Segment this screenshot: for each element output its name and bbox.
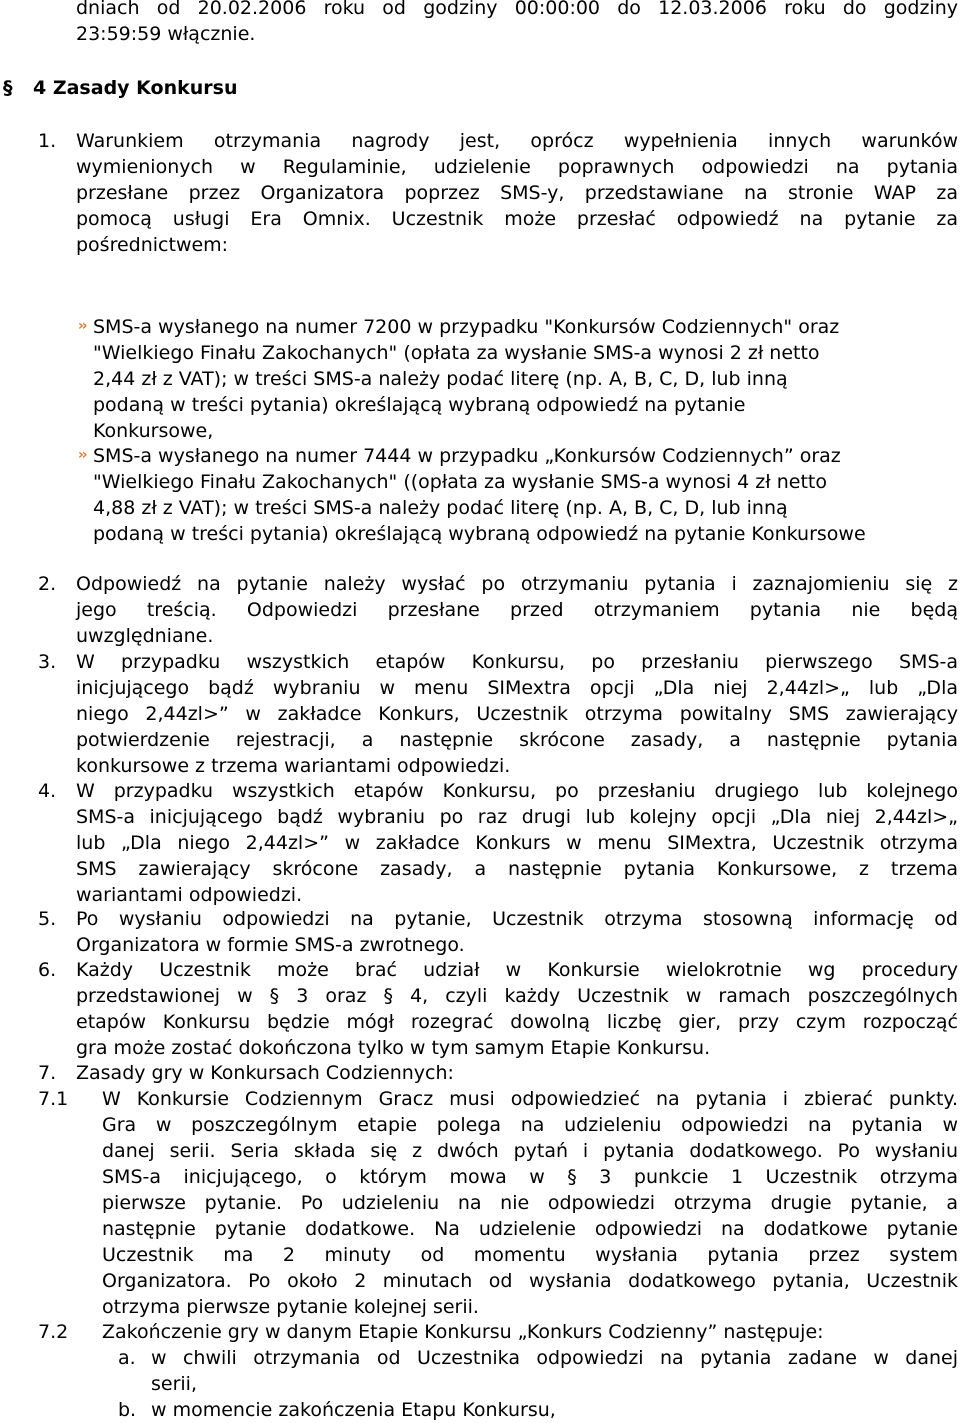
item-line: Organizatora w formie SMS-a zwrotnego. bbox=[76, 934, 465, 956]
item-line: etapów Konkursu będzie mógł rozegrać dowolną liczbę gier, przy czym rozpocząć bbox=[76, 1011, 958, 1033]
item-number: 3. bbox=[38, 651, 57, 673]
sub-item-line: w momencie zakończenia Etapu Konkursu, bbox=[151, 1399, 556, 1421]
sub-item-line: serii, bbox=[151, 1373, 197, 1395]
item-line: uwzględniane. bbox=[76, 625, 214, 647]
bullet-line: 4,88 zł z VAT); w treści SMS-a należy podać literę (np. A, B, C, D, lub inną bbox=[93, 497, 788, 519]
item-line: wariantami odpowiedzi. bbox=[76, 884, 303, 906]
item-number: 1. bbox=[38, 130, 57, 152]
item-line: przesłane przez Organizatora poprzez SMS-y, przedstawiane na stronie WAP za bbox=[76, 182, 958, 204]
bullet-line: SMS-a wysłanego na numer 7444 w przypadku „Konkursów Codziennych” oraz bbox=[93, 445, 841, 467]
item-line: W Konkursie Codziennym Gracz musi odpowiedzieć na pytania i zbierać punkty. bbox=[102, 1088, 958, 1110]
sub-item-line: w chwili otrzymania od Uczestnika odpowiedzi na pytania zadane w danej bbox=[151, 1347, 958, 1369]
item-line: pierwsze pytanie. Po udzieleniu na nie odpowiedzi otrzyma drugie pytanie, a bbox=[102, 1192, 958, 1214]
item-line: Odpowiedź na pytanie należy wysłać po otrzymaniu pytania i zaznajomieniu się z bbox=[76, 573, 958, 595]
intro-line: dniach od 20.02.2006 roku od godziny 00:00:00 do 12.03.2006 roku do godziny bbox=[76, 0, 958, 19]
item-number: 7.2 bbox=[38, 1321, 69, 1343]
bullet-line: "Wielkiego Finału Zakochanych" ((opłata za wysłanie SMS-a wynosi 4 zł netto bbox=[93, 471, 827, 493]
section-symbol: § bbox=[3, 77, 13, 99]
item-line: Uczestnik ma 2 minuty od momentu wysłania pytania przez system bbox=[102, 1244, 958, 1266]
item-line: konkursowe z trzema wariantami odpowiedzi. bbox=[76, 755, 511, 777]
item-line: Po wysłaniu odpowiedzi na pytanie, Uczestnik otrzyma stosowną informację od bbox=[76, 908, 958, 930]
item-line: Każdy Uczestnik może brać udział w Konkursie wielokrotnie wg procedury bbox=[76, 959, 958, 981]
sub-item-letter: b. bbox=[118, 1399, 137, 1421]
item-number: 7. bbox=[38, 1062, 57, 1084]
item-line: wymienionych w Regulaminie, udzielenie poprawnych odpowiedzi na pytania bbox=[76, 156, 958, 178]
bullet-arrow-icon: ›› bbox=[78, 447, 86, 463]
item-number: 6. bbox=[38, 959, 57, 981]
item-line: następnie pytanie dodatkowe. Na udzielenie odpowiedzi na dodatkowe pytanie bbox=[102, 1218, 958, 1240]
section-title: 4 Zasady Konkursu bbox=[33, 77, 238, 99]
item-line: lub „Dla niego 2,44zl>” w zakładce Konkurs w menu SIMextra, Uczestnik otrzyma bbox=[76, 832, 958, 854]
item-line: Organizatora. Po około 2 minutach od wysłania dodatkowego pytania, Uczestnik bbox=[102, 1270, 958, 1292]
item-line: inicjującego bądź wybraniu w menu SIMextra opcji „Dla niej 2,44zl>„ lub „Dla bbox=[76, 677, 958, 699]
item-line: otrzyma pierwsze pytanie kolejnej serii. bbox=[102, 1296, 479, 1318]
item-number: 2. bbox=[38, 573, 57, 595]
bullet-arrow-icon: ›› bbox=[78, 318, 86, 334]
item-line: pośrednictwem: bbox=[76, 234, 229, 256]
item-line: Zakończenie gry w danym Etapie Konkursu „Konkurs Codzienny” następuje: bbox=[102, 1321, 824, 1343]
bullet-line: SMS-a wysłanego na numer 7200 w przypadku "Konkursów Codziennych" oraz bbox=[93, 316, 840, 338]
item-number: 5. bbox=[38, 908, 57, 930]
item-line: gra może zostać dokończona tylko w tym samym Etapie Konkursu. bbox=[76, 1037, 711, 1059]
sub-item-letter: a. bbox=[118, 1347, 136, 1369]
item-number: 7.1 bbox=[38, 1088, 69, 1110]
item-number: 4. bbox=[38, 780, 57, 802]
item-line: jego treścią. Odpowiedzi przesłane przed otrzymaniem pytania nie będą bbox=[76, 599, 958, 621]
item-line: Warunkiem otrzymania nagrody jest, oprócz wypełnienia innych warunków bbox=[76, 130, 958, 152]
intro-line: 23:59:59 włącznie. bbox=[76, 23, 256, 45]
item-line: pomocą usługi Era Omnix. Uczestnik może przesłać odpowiedź na pytanie za bbox=[76, 208, 958, 230]
item-line: danej serii. Seria składa się z dwóch pytań i pytania dodatkowego. Po wysłaniu bbox=[102, 1140, 958, 1162]
item-line: Zasady gry w Konkursach Codziennych: bbox=[76, 1062, 454, 1084]
item-line: Gra w poszczególnym etapie polega na udzieleniu odpowiedzi na pytania w bbox=[102, 1114, 958, 1136]
bullet-line: 2,44 zł z VAT); w treści SMS-a należy podać literę (np. A, B, C, D, lub inną bbox=[93, 368, 788, 390]
item-line: SMS-a inicjującego bądź wybraniu po raz drugi lub kolejny opcji „Dla niej 2,44zl>„ bbox=[76, 806, 958, 828]
bullet-line: Konkursowe, bbox=[93, 420, 214, 442]
item-line: SMS zawierający skrócone zasady, a następnie pytania Konkursowe, z trzema bbox=[76, 858, 958, 880]
bullet-line: podaną w treści pytania) określającą wybraną odpowiedź na pytanie bbox=[93, 394, 746, 416]
bullet-line: "Wielkiego Finału Zakochanych" (opłata za wysłanie SMS-a wynosi 2 zł netto bbox=[93, 342, 820, 364]
item-line: W przypadku wszystkich etapów Konkursu, po przesłaniu drugiego lub kolejnego bbox=[76, 780, 958, 802]
bullet-line: podaną w treści pytania) określającą wybraną odpowiedź na pytanie Konkursowe bbox=[93, 523, 866, 545]
item-line: potwierdzenie rejestracji, a następnie skrócone zasady, a następnie pytania bbox=[76, 729, 958, 751]
item-line: W przypadku wszystkich etapów Konkursu, po przesłaniu pierwszego SMS-a bbox=[76, 651, 958, 673]
item-line: przedstawionej w § 3 oraz § 4, czyli każdy Uczestnik w ramach poszczególnych bbox=[76, 985, 958, 1007]
item-line: niego 2,44zl>” w zakładce Konkurs, Uczestnik otrzyma powitalny SMS zawierający bbox=[76, 703, 958, 725]
item-line: SMS-a inicjującego, o którym mowa w § 3 punkcie 1 Uczestnik otrzyma bbox=[102, 1166, 958, 1188]
